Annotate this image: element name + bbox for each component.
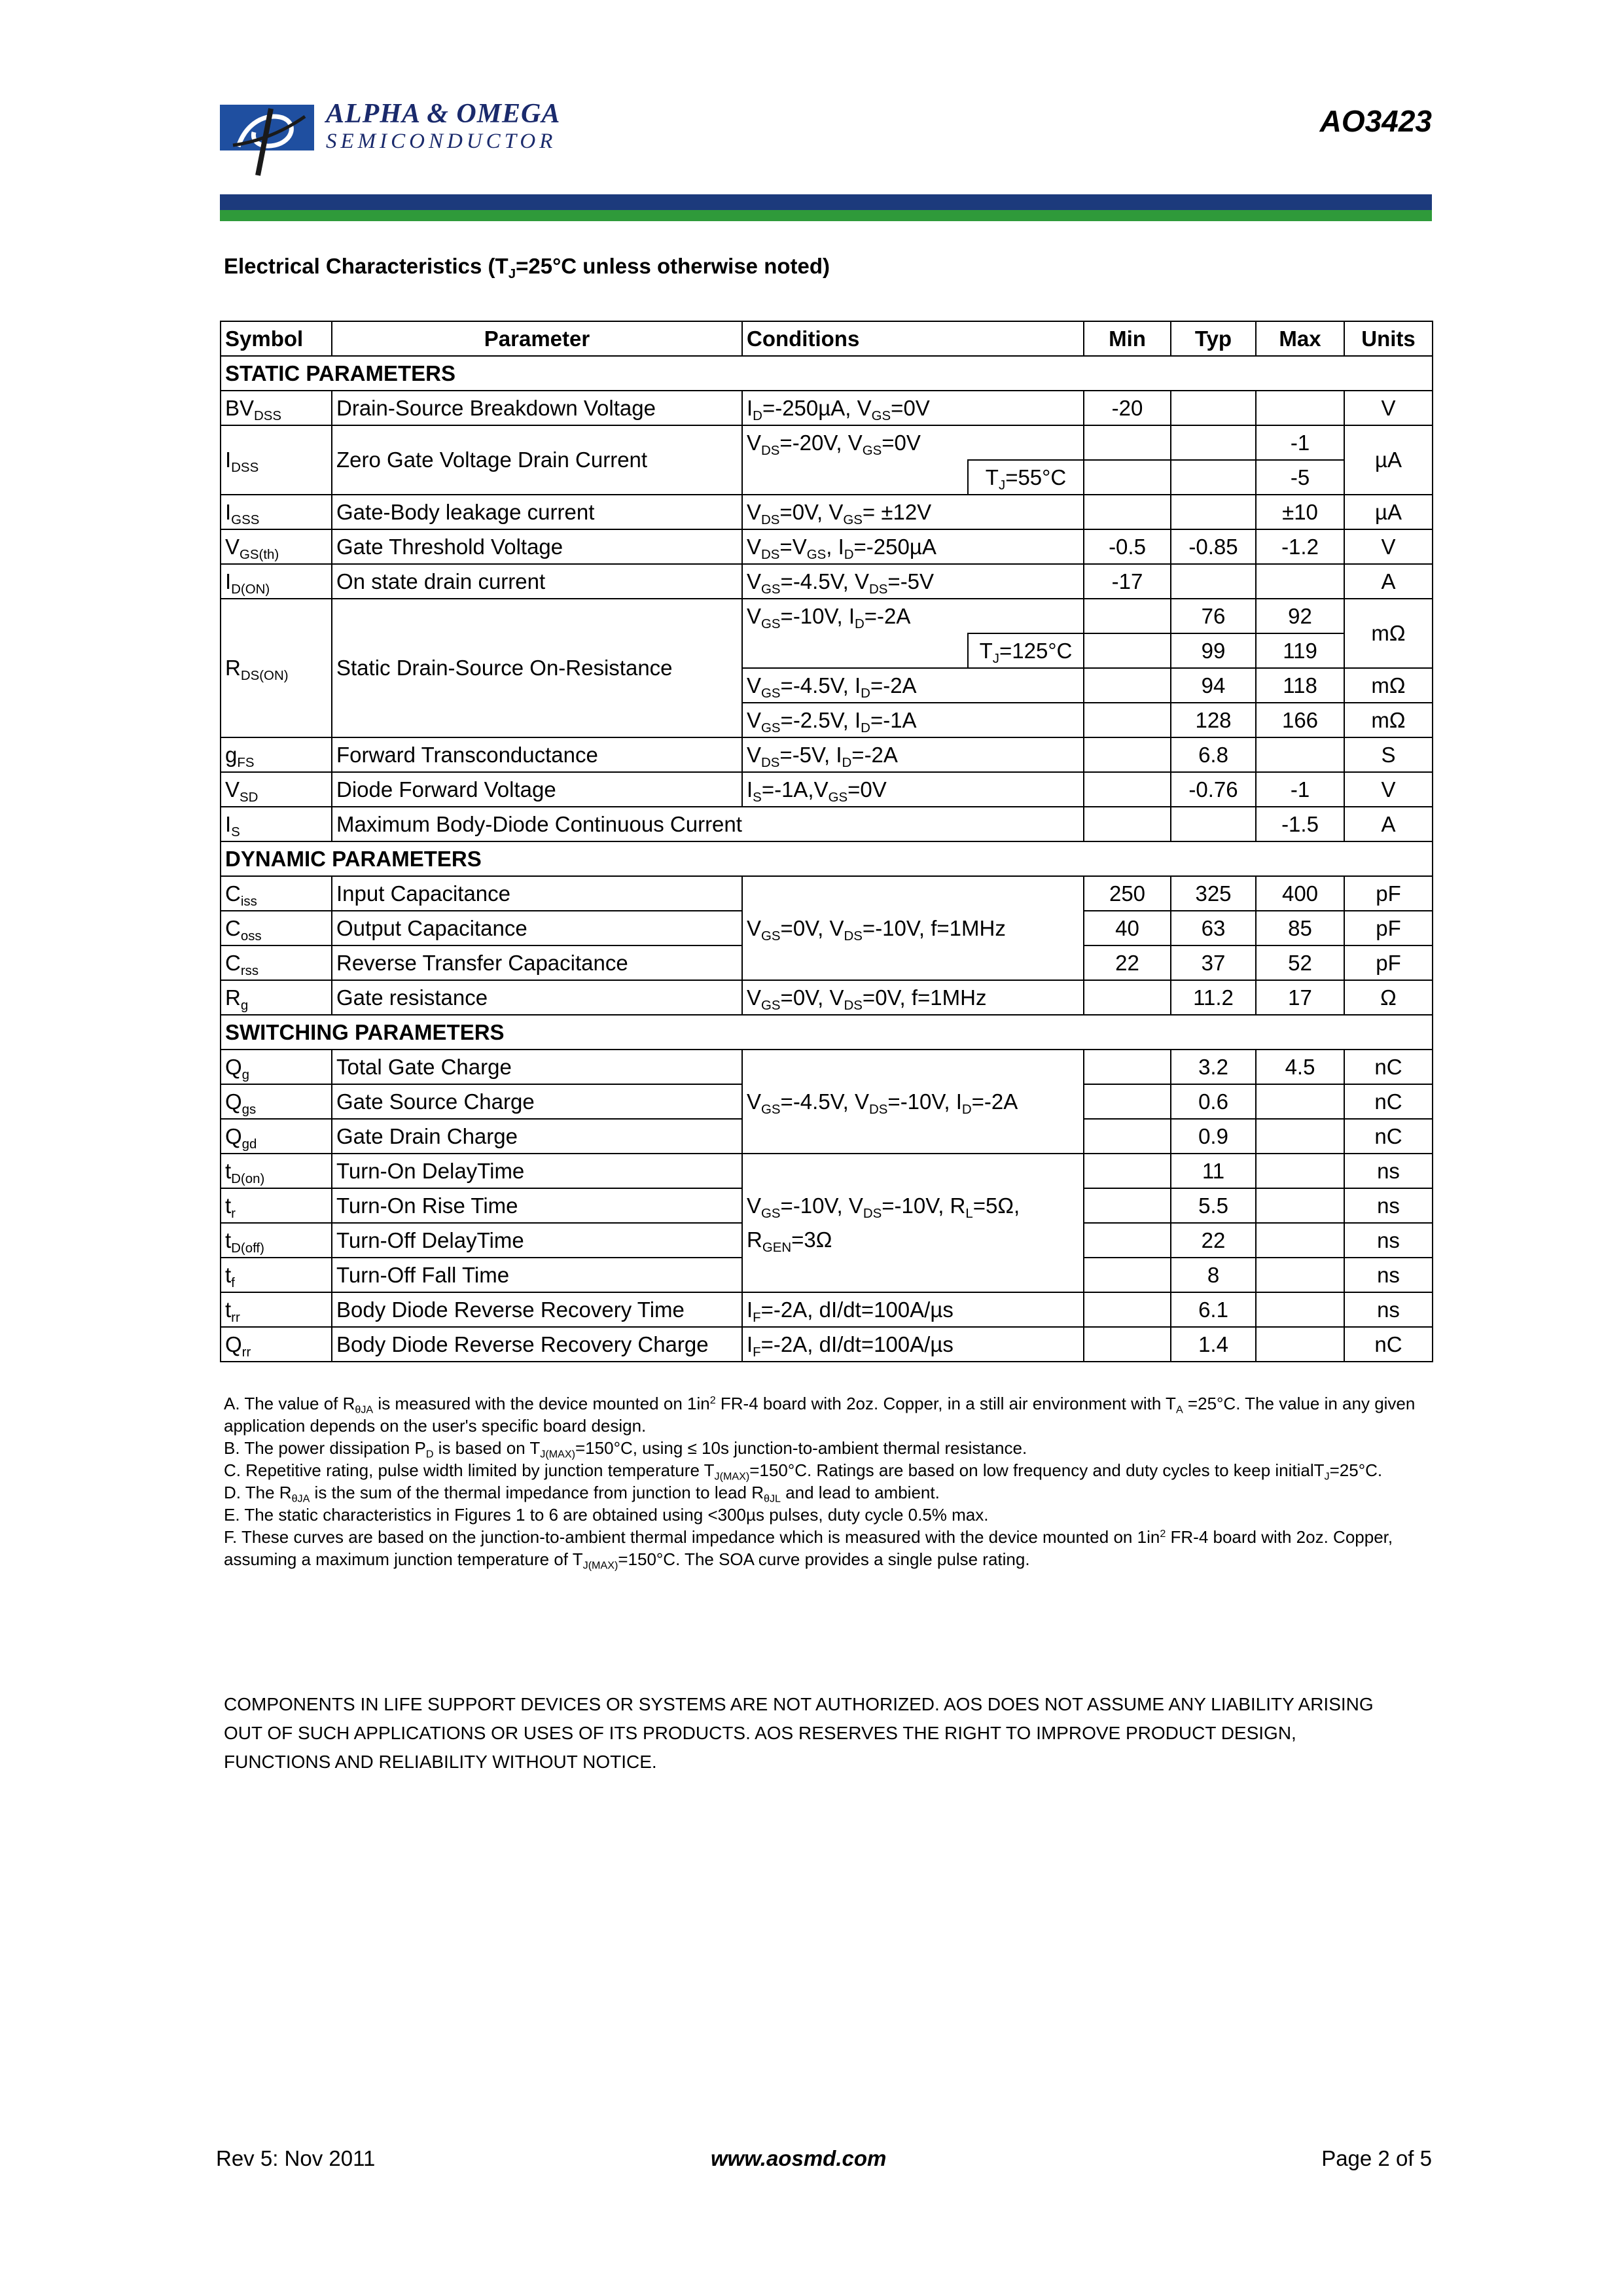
parameter-cell: Total Gate Charge (332, 1050, 742, 1084)
min-cell (1084, 980, 1171, 1015)
typ-cell: 0.6 (1171, 1084, 1256, 1119)
parameter-cell: Body Diode Reverse Recovery Charge (332, 1327, 742, 1362)
table-row (221, 1050, 1433, 1084)
typ-cell: 6.8 (1171, 737, 1256, 772)
max-cell (1256, 1084, 1344, 1119)
symbol-cell: $Q_g$ (221, 1050, 332, 1084)
max-cell: -1 (1256, 772, 1344, 807)
min-cell (1084, 1084, 1171, 1119)
table-row (221, 807, 1433, 841)
max-cell: -1 (1256, 425, 1344, 460)
disclaimer-line: OUT OF SUCH APPLICATIONS OR USES OF ITS PRODUCTS. AOS RESERVES THE RIGHT TO IMPROVE PRODUCT DESIGN, (224, 1723, 1296, 1743)
parameter-cell: Static Drain-Source On-Resistance (332, 599, 742, 737)
symbol-cell: $I_{DSS}$ (221, 425, 332, 495)
parameter-cell: Turn-Off Fall Time (332, 1258, 742, 1292)
typ-cell: 0.9 (1171, 1119, 1256, 1154)
conditions-cell (742, 633, 968, 668)
units-cell: ns (1344, 1188, 1433, 1223)
min-cell (1084, 1188, 1171, 1223)
table-row (221, 772, 1433, 807)
conditions-cell: $V_{DS}=-5V$, $I_D=-2A$ (742, 737, 1084, 772)
min-cell (1084, 703, 1171, 737)
min-cell: 250 (1084, 876, 1171, 911)
header-min: Min (1084, 321, 1171, 356)
typ-cell: 6.1 (1171, 1292, 1256, 1327)
min-cell: 40 (1084, 911, 1171, 945)
symbol-cell: $R_g$ (221, 980, 332, 1015)
tj-condition: $T_J=125^\circ C$ (968, 633, 1084, 668)
units-cell: Ω (1344, 980, 1433, 1015)
max-cell: -1.5 (1256, 807, 1344, 841)
footnotes (224, 1392, 1432, 1570)
revision-label: Rev 5: Nov 2011 (216, 2146, 376, 2170)
units-cell: pF (1344, 876, 1433, 911)
parameter-cell: Drain-Source Breakdown Voltage (332, 391, 742, 425)
page-number: Page 2 of 5 (1321, 2146, 1432, 2170)
min-cell (1084, 668, 1171, 703)
parameter-cell: On state drain current (332, 564, 742, 599)
typ-cell: 99 (1171, 633, 1256, 668)
conditions-cell: $V_{DS}=-20V$, $V_{GS}=0V$ (742, 425, 1084, 460)
min-cell: 22 (1084, 945, 1171, 980)
parameter-cell: Output Capacitance (332, 911, 742, 945)
conditions-cell (742, 1154, 1084, 1292)
min-cell (1084, 425, 1171, 460)
disclaimer-line: COMPONENTS IN LIFE SUPPORT DEVICES OR SYSTEMS ARE NOT AUTHORIZED. AOS DOES NOT ASSUME ANY LIABILITY ARISING (224, 1694, 1374, 1714)
symbol-cell: $t_r$ (221, 1188, 332, 1223)
units-cell: nC (1344, 1084, 1433, 1119)
units-cell: mΩ (1344, 668, 1433, 703)
min-cell (1084, 1258, 1171, 1292)
section-row (221, 841, 1433, 876)
symbol-cell: $t_{D(off)}$ (221, 1223, 332, 1258)
max-cell (1256, 1154, 1344, 1188)
brand-subtitle: SEMICONDUCTOR (326, 130, 557, 153)
parameter-cell: Body Diode Reverse Recovery Time (332, 1292, 742, 1327)
electrical-characteristics-table (220, 321, 1433, 1362)
max-cell: 4.5 (1256, 1050, 1344, 1084)
min-cell (1084, 1119, 1171, 1154)
conditions-cell: $V_{GS}=-2.5V$, $I_D=-1A$ (742, 703, 1084, 737)
parameter-cell: Gate-Body leakage current (332, 495, 742, 529)
header-bar-green (220, 210, 1432, 221)
conditions-cell (742, 460, 968, 495)
max-cell (1256, 1188, 1344, 1223)
parameter-cell: Gate Drain Charge (332, 1119, 742, 1154)
conditions-cell: $V_{GS}=0V$, $V_{DS}=0V$, f=1MHz (742, 980, 1084, 1015)
units-cell: ns (1344, 1154, 1433, 1188)
parameter-cell: Turn-On DelayTime (332, 1154, 742, 1188)
disclaimer (224, 1690, 1432, 1776)
units-cell: V (1344, 529, 1433, 564)
website-link[interactable]: www.aosmd.com (711, 2146, 887, 2170)
header-max: Max (1256, 321, 1344, 356)
note-a: A. The value of $R_{\theta JA}$ is measured with the device mounted on $1in^2$ FR-4 board with 2oz. Copper, in a still air environment with $T_A =25^\circ C$. The value in any given application depends on the user's specific board design. (224, 1394, 1416, 1436)
min-cell (1084, 1223, 1171, 1258)
parameter-cell: Reverse Transfer Capacitance (332, 945, 742, 980)
units-cell: pF (1344, 945, 1433, 980)
max-cell (1256, 391, 1344, 425)
max-cell: 92 (1256, 599, 1344, 633)
typ-cell: 11 (1171, 1154, 1256, 1188)
units-cell: A (1344, 807, 1433, 841)
max-cell (1256, 1223, 1344, 1258)
typ-cell: 325 (1171, 876, 1256, 911)
max-cell: ±10 (1256, 495, 1344, 529)
table-header-row (221, 321, 1433, 356)
parameter-cell: Gate resistance (332, 980, 742, 1015)
symbol-cell: $BV_{DSS}$ (221, 391, 332, 425)
typ-cell: 128 (1171, 703, 1256, 737)
units-cell: V (1344, 772, 1433, 807)
symbol-cell: $t_{D(on)}$ (221, 1154, 332, 1188)
typ-cell: 22 (1171, 1223, 1256, 1258)
section-row (221, 1015, 1433, 1050)
section-dynamic: DYNAMIC PARAMETERS (221, 841, 1433, 876)
min-cell: -20 (1084, 391, 1171, 425)
units-cell: mΩ (1344, 599, 1433, 668)
header-symbol: Symbol (221, 321, 332, 356)
symbol-cell: $C_{iss}$ (221, 876, 332, 911)
section-switching: SWITCHING PARAMETERS (221, 1015, 1433, 1050)
parameter-cell: Diode Forward Voltage (332, 772, 742, 807)
conditions-cell: $V_{GS}=-10V$, $I_D=-2A$ (742, 599, 1084, 633)
units-cell: nC (1344, 1050, 1433, 1084)
table-row (221, 529, 1433, 564)
conditions-cell: $V_{DS}=V_{GS}$, $I_D=-250\mu A$ (742, 529, 1084, 564)
typ-cell: 8 (1171, 1258, 1256, 1292)
conditions-cell: $I_D=-250\mu A$, $V_{GS}=0V$ (742, 391, 1084, 425)
conditions-cell: $V_{GS}=0V$, $V_{DS}=-10V$, f=1MHz (742, 876, 1084, 980)
units-cell: nC (1344, 1119, 1433, 1154)
note-c: C. Repetitive rating, pulse width limited by junction temperature $T_{J(MAX)}=150^\circ C$. Ratings are based on low frequency and duty cycles to keep initialT$_J$=25°C. (224, 1460, 1383, 1483)
note-b: B. The power dissipation $P_D$ is based on $T_{J(MAX)}=150^\circ C$, using ≤ 10s junction-to-ambient thermal resistance. (224, 1438, 1027, 1460)
max-cell (1256, 1292, 1344, 1327)
parameter-cell: Turn-On Rise Time (332, 1188, 742, 1223)
typ-cell: -0.76 (1171, 772, 1256, 807)
min-cell: -17 (1084, 564, 1171, 599)
max-cell (1256, 737, 1344, 772)
symbol-cell: $V_{GS(th)}$ (221, 529, 332, 564)
typ-cell (1171, 391, 1256, 425)
typ-cell: 11.2 (1171, 980, 1256, 1015)
typ-cell: 37 (1171, 945, 1256, 980)
conditions-cell: $I_F=-2A$, dI/dt=100A/µs (742, 1292, 1084, 1327)
conditions-cell: $I_F=-2A$, dI/dt=100A/µs (742, 1327, 1084, 1362)
min-cell (1084, 599, 1171, 633)
units-cell: V (1344, 391, 1433, 425)
symbol-cell: $C_{oss}$ (221, 911, 332, 945)
section-static: STATIC PARAMETERS (221, 356, 1433, 391)
note-e: E. The static characteristics in Figures 1 to 6 are obtained using <300µs pulses, duty cycle 0.5% max. (224, 1505, 989, 1525)
min-cell (1084, 737, 1171, 772)
part-number: AO3423 (1319, 104, 1432, 138)
units-cell: ns (1344, 1292, 1433, 1327)
symbol-cell: $Q_{gs}$ (221, 1084, 332, 1119)
units-cell: ns (1344, 1223, 1433, 1258)
switch-condition-line-2: $R_{GEN}=3\Omega$ (747, 1227, 832, 1256)
units-cell: mΩ (1344, 703, 1433, 737)
table-row (221, 1292, 1433, 1327)
typ-cell (1171, 425, 1256, 460)
note-d: D. The $R_{\theta JA}$ is the sum of the thermal impedance from junction to lead $R_{\theta JL}$ and lead to ambient. (224, 1483, 940, 1505)
min-cell (1084, 1327, 1171, 1362)
max-cell: 85 (1256, 911, 1344, 945)
max-cell: 52 (1256, 945, 1344, 980)
symbol-cell: $t_f$ (221, 1258, 332, 1292)
units-cell: A (1344, 564, 1433, 599)
symbol-cell: $I_{GSS}$ (221, 495, 332, 529)
max-cell: 118 (1256, 668, 1344, 703)
alpha-omega-logo-icon (220, 103, 314, 177)
typ-cell: 1.4 (1171, 1327, 1256, 1362)
typ-cell (1171, 495, 1256, 529)
typ-cell: 76 (1171, 599, 1256, 633)
max-cell: 166 (1256, 703, 1344, 737)
conditions-cell: $V_{GS}=-4.5V$, $V_{DS}=-10V$, $I_D=-2A$ (742, 1050, 1084, 1154)
conditions-cell: $V_{DS}=0V$, $V_{GS}= \pm 12V$ (742, 495, 1084, 529)
symbol-cell: $I_S$ (221, 807, 332, 841)
typ-cell: 94 (1171, 668, 1256, 703)
table-row (221, 737, 1433, 772)
max-cell: -5 (1256, 460, 1344, 495)
max-cell (1256, 564, 1344, 599)
section-title: Electrical Characteristics ($T_J=25^\circ C$ unless otherwise noted) (224, 254, 830, 282)
header-units: Units (1344, 321, 1433, 356)
brand-name: ALPHA & OMEGA (326, 99, 561, 129)
max-cell: 400 (1256, 876, 1344, 911)
table-row (221, 425, 1433, 460)
units-cell: ns (1344, 1258, 1433, 1292)
table-row (221, 876, 1433, 911)
parameter-cell: Gate Threshold Voltage (332, 529, 742, 564)
parameter-cell: Gate Source Charge (332, 1084, 742, 1119)
header-parameter: Parameter (332, 321, 742, 356)
symbol-cell: $g_{FS}$ (221, 737, 332, 772)
units-cell: pF (1344, 911, 1433, 945)
min-cell (1084, 1292, 1171, 1327)
conditions-cell: $V_{GS}=-4.5V$, $V_{DS}=-5V$ (742, 564, 1084, 599)
units-cell: µA (1344, 495, 1433, 529)
table-row (221, 1154, 1433, 1188)
header-bar-blue (220, 194, 1432, 210)
table-row (221, 599, 1433, 633)
parameter-cell: Turn-Off DelayTime (332, 1223, 742, 1258)
table-row (221, 495, 1433, 529)
disclaimer-line: FUNCTIONS AND RELIABILITY WITHOUT NOTICE. (224, 1752, 657, 1772)
min-cell (1084, 1050, 1171, 1084)
section-row (221, 356, 1433, 391)
parameter-cell: Input Capacitance (332, 876, 742, 911)
parameter-cell: Maximum Body-Diode Continuous Current (332, 807, 1084, 841)
note-f: F. These curves are based on the junction-to-ambient thermal impedance which is measured with the device mounted on $1in^2$ FR-4 board with 2oz. Copper, assuming a maximum junction temperature of $T_{J(MAX)}=150^\circ C$. The SOA curve provides a single pulse rating. (224, 1527, 1393, 1572)
symbol-cell: $I_{D(ON)}$ (221, 564, 332, 599)
units-cell: µA (1344, 425, 1433, 495)
typ-cell (1171, 564, 1256, 599)
table-row (221, 391, 1433, 425)
typ-cell: 5.5 (1171, 1188, 1256, 1223)
max-cell (1256, 1258, 1344, 1292)
units-cell: S (1344, 737, 1433, 772)
symbol-cell: $C_{rss}$ (221, 945, 332, 980)
max-cell: 17 (1256, 980, 1344, 1015)
typ-cell (1171, 807, 1256, 841)
min-cell: -0.5 (1084, 529, 1171, 564)
units-cell: nC (1344, 1327, 1433, 1362)
min-cell (1084, 1154, 1171, 1188)
header-conditions: Conditions (742, 321, 1084, 356)
parameter-cell: Zero Gate Voltage Drain Current (332, 425, 742, 495)
typ-cell: 63 (1171, 911, 1256, 945)
min-cell (1084, 633, 1171, 668)
symbol-cell: $V_{SD}$ (221, 772, 332, 807)
table-row (221, 980, 1433, 1015)
min-cell (1084, 495, 1171, 529)
conditions-cell: $V_{GS}=-4.5V$, $I_D=-2A$ (742, 668, 1084, 703)
table-row (221, 1327, 1433, 1362)
typ-cell (1171, 460, 1256, 495)
min-cell (1084, 807, 1171, 841)
max-cell: 119 (1256, 633, 1344, 668)
max-cell (1256, 1327, 1344, 1362)
tj-condition: $T_J=55^\circ C$ (968, 460, 1084, 495)
symbol-cell: $Q_{rr}$ (221, 1327, 332, 1362)
table-row (221, 564, 1433, 599)
min-cell (1084, 772, 1171, 807)
max-cell (1256, 1119, 1344, 1154)
symbol-cell: $R_{DS(ON)}$ (221, 599, 332, 737)
conditions-cell: $I_S=-1A,V_{GS}=0V$ (742, 772, 1084, 807)
switch-condition-line-1: $V_{GS}=-10V$, $V_{DS}=-10V$, $R_L=5\Omega$, (747, 1193, 1020, 1222)
typ-cell: -0.85 (1171, 529, 1256, 564)
header-typ: Typ (1171, 321, 1256, 356)
max-cell: -1.2 (1256, 529, 1344, 564)
typ-cell: 3.2 (1171, 1050, 1256, 1084)
parameter-cell: Forward Transconductance (332, 737, 742, 772)
symbol-cell: $Q_{gd}$ (221, 1119, 332, 1154)
symbol-cell: $t_{rr}$ (221, 1292, 332, 1327)
min-cell (1084, 460, 1171, 495)
